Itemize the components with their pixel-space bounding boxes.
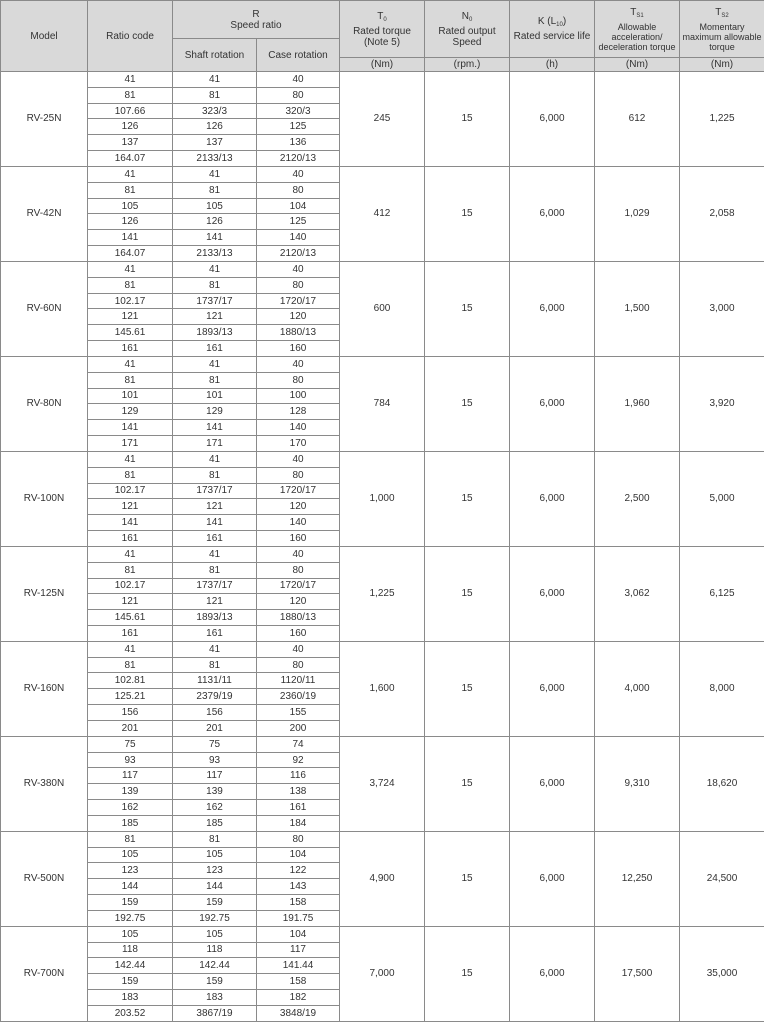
- case-rotation-cell: 104: [257, 926, 340, 942]
- table-row: [1, 736, 764, 752]
- case-rotation-cell: 100: [257, 388, 340, 404]
- case-rotation-cell: 160: [257, 531, 340, 547]
- case-rotation-cell: 3848/19: [257, 1005, 340, 1021]
- accel-torque-cell: 1,960: [595, 356, 680, 451]
- rated-speed-cell: 15: [425, 926, 510, 1021]
- ratio-code-cell: 201: [88, 720, 173, 736]
- table-row: [1, 166, 764, 182]
- ratio-code-cell: 41: [88, 546, 173, 562]
- shaft-rotation-cell: 201: [173, 720, 257, 736]
- shaft-rotation-cell: 161: [173, 625, 257, 641]
- ratio-code-cell: 81: [88, 372, 173, 388]
- table-header: [1, 1, 764, 72]
- header-momentary-max: [680, 1, 764, 58]
- momentary-torque-cell: 35,000: [680, 926, 764, 1021]
- rated-torque-cell: 600: [340, 261, 425, 356]
- case-rotation-cell: 104: [257, 198, 340, 214]
- model-name: RV-500N: [1, 831, 88, 926]
- ratio-code-cell: 129: [88, 404, 173, 420]
- ratio-code-cell: 81: [88, 562, 173, 578]
- ratio-code-cell: 75: [88, 736, 173, 752]
- case-rotation-cell: 40: [257, 72, 340, 88]
- service-life-cell: 6,000: [510, 451, 595, 546]
- momentary-torque-cell: 24,500: [680, 831, 764, 926]
- case-rotation-cell: 161: [257, 800, 340, 816]
- ratio-code-cell: 126: [88, 214, 173, 230]
- table-row: [1, 356, 764, 372]
- table-body: [1, 72, 764, 1022]
- momentary-torque-cell: 1,225: [680, 72, 764, 167]
- shaft-rotation-cell: 141: [173, 515, 257, 531]
- unit-accel: (Nm): [595, 58, 680, 72]
- shaft-rotation-cell: 156: [173, 705, 257, 721]
- case-rotation-cell: 200: [257, 720, 340, 736]
- table-row: [1, 641, 764, 657]
- ratio-code-cell: 161: [88, 341, 173, 357]
- shaft-rotation-cell: 192.75: [173, 910, 257, 926]
- rated-speed-cell: 15: [425, 736, 510, 831]
- model-name: RV-25N: [1, 72, 88, 167]
- ratio-code-cell: 121: [88, 309, 173, 325]
- ratio-code-cell: 121: [88, 499, 173, 515]
- rated-torque-cell: 3,724: [340, 736, 425, 831]
- ratio-code-cell: 125.21: [88, 689, 173, 705]
- case-rotation-cell: 40: [257, 451, 340, 467]
- ratio-code-cell: 141: [88, 230, 173, 246]
- case-rotation-cell: 1720/17: [257, 578, 340, 594]
- ratio-code-cell: 123: [88, 863, 173, 879]
- shaft-rotation-cell: 126: [173, 214, 257, 230]
- case-rotation-cell: 125: [257, 214, 340, 230]
- case-rotation-cell: 120: [257, 309, 340, 325]
- case-rotation-cell: 1880/13: [257, 610, 340, 626]
- shaft-rotation-cell: 41: [173, 451, 257, 467]
- case-rotation-cell: 158: [257, 974, 340, 990]
- momentary-torque-cell: 8,000: [680, 641, 764, 736]
- rated-torque-cell: 245: [340, 72, 425, 167]
- case-rotation-cell: 136: [257, 135, 340, 151]
- header-speed-ratio-label: Speed ratio: [230, 19, 282, 31]
- shaft-rotation-cell: 81: [173, 277, 257, 293]
- rated-torque-cell: 412: [340, 166, 425, 261]
- case-rotation-cell: 160: [257, 341, 340, 357]
- header-rated-service-life: [510, 1, 595, 58]
- header-shaft-rotation: Shaft rotation: [173, 39, 257, 72]
- header-allowable-accel: [595, 1, 680, 58]
- ratio-code-cell: 102.17: [88, 293, 173, 309]
- ratio-code-cell: 81: [88, 182, 173, 198]
- momentary-torque-cell: 3,920: [680, 356, 764, 451]
- ratio-code-cell: 159: [88, 895, 173, 911]
- case-rotation-cell: 80: [257, 87, 340, 103]
- accel-torque-cell: 17,500: [595, 926, 680, 1021]
- shaft-rotation-cell: 185: [173, 815, 257, 831]
- case-rotation-cell: 320/3: [257, 103, 340, 119]
- shaft-rotation-cell: 81: [173, 182, 257, 198]
- momentary-torque-cell: 18,620: [680, 736, 764, 831]
- shaft-rotation-cell: 81: [173, 372, 257, 388]
- ratio-code-cell: 118: [88, 942, 173, 958]
- ratio-code-cell: 41: [88, 166, 173, 182]
- table-row: [1, 546, 764, 562]
- header-no-symbol: $N_0$: [461, 10, 473, 23]
- ratio-code-cell: 137: [88, 135, 173, 151]
- service-life-cell: 6,000: [510, 261, 595, 356]
- shaft-rotation-cell: 41: [173, 356, 257, 372]
- ratio-code-cell: 81: [88, 87, 173, 103]
- case-rotation-cell: 80: [257, 657, 340, 673]
- ratio-code-cell: 141: [88, 420, 173, 436]
- shaft-rotation-cell: 1737/17: [173, 293, 257, 309]
- shaft-rotation-cell: 105: [173, 198, 257, 214]
- table-row: [1, 261, 764, 277]
- case-rotation-cell: 1120/11: [257, 673, 340, 689]
- ratio-code-cell: 139: [88, 784, 173, 800]
- shaft-rotation-cell: 121: [173, 499, 257, 515]
- case-rotation-cell: 1880/13: [257, 325, 340, 341]
- ratio-code-cell: 144: [88, 879, 173, 895]
- ratio-code-cell: 105: [88, 926, 173, 942]
- shaft-rotation-cell: 2133/13: [173, 151, 257, 167]
- header-allowable-accel-label: Allowable acceleration/ deceleration torque: [598, 21, 676, 52]
- case-rotation-cell: 80: [257, 277, 340, 293]
- unit-momentary: (Nm): [680, 58, 764, 72]
- ratio-code-cell: 192.75: [88, 910, 173, 926]
- case-rotation-cell: 2360/19: [257, 689, 340, 705]
- rated-speed-cell: 15: [425, 641, 510, 736]
- table-row: [1, 72, 764, 88]
- rated-speed-cell: 15: [425, 451, 510, 546]
- header-speed-ratio: [173, 1, 340, 39]
- rated-torque-cell: 1,225: [340, 546, 425, 641]
- shaft-rotation-cell: 105: [173, 926, 257, 942]
- shaft-rotation-cell: 159: [173, 974, 257, 990]
- shaft-rotation-cell: 41: [173, 261, 257, 277]
- ratio-code-cell: 101: [88, 388, 173, 404]
- shaft-rotation-cell: 142.44: [173, 958, 257, 974]
- ratio-code-cell: 41: [88, 356, 173, 372]
- case-rotation-cell: 40: [257, 641, 340, 657]
- header-rated-output-speed: [425, 1, 510, 58]
- rated-torque-cell: 1,600: [340, 641, 425, 736]
- shaft-rotation-cell: 162: [173, 800, 257, 816]
- shaft-rotation-cell: 141: [173, 420, 257, 436]
- service-life-cell: 6,000: [510, 736, 595, 831]
- shaft-rotation-cell: 129: [173, 404, 257, 420]
- case-rotation-cell: 40: [257, 261, 340, 277]
- shaft-rotation-cell: 1131/11: [173, 673, 257, 689]
- rated-speed-cell: 15: [425, 72, 510, 167]
- ratio-code-cell: 102.17: [88, 483, 173, 499]
- case-rotation-cell: 1720/17: [257, 293, 340, 309]
- ratio-code-cell: 142.44: [88, 958, 173, 974]
- ratio-code-cell: 93: [88, 752, 173, 768]
- shaft-rotation-cell: 121: [173, 309, 257, 325]
- case-rotation-cell: 117: [257, 942, 340, 958]
- momentary-torque-cell: 5,000: [680, 451, 764, 546]
- case-rotation-cell: 191.75: [257, 910, 340, 926]
- rated-speed-cell: 15: [425, 546, 510, 641]
- accel-torque-cell: 3,062: [595, 546, 680, 641]
- shaft-rotation-cell: 81: [173, 657, 257, 673]
- model-name: RV-160N: [1, 641, 88, 736]
- ratio-code-cell: 203.52: [88, 1005, 173, 1021]
- shaft-rotation-cell: 171: [173, 436, 257, 452]
- shaft-rotation-cell: 141: [173, 230, 257, 246]
- case-rotation-cell: 128: [257, 404, 340, 420]
- shaft-rotation-cell: 1737/17: [173, 578, 257, 594]
- rated-speed-cell: 15: [425, 831, 510, 926]
- case-rotation-cell: 184: [257, 815, 340, 831]
- header-rated-torque: [340, 1, 425, 58]
- case-rotation-cell: 143: [257, 879, 340, 895]
- shaft-rotation-cell: 41: [173, 166, 257, 182]
- shaft-rotation-cell: 81: [173, 87, 257, 103]
- header-model: Model: [1, 1, 88, 72]
- header-ts2-symbol: $T_{S2}$: [715, 6, 729, 19]
- shaft-rotation-cell: 81: [173, 562, 257, 578]
- shaft-rotation-cell: 2379/19: [173, 689, 257, 705]
- unit-life: (h): [510, 58, 595, 72]
- model-name: RV-60N: [1, 261, 88, 356]
- header-ts1-symbol: $T_{S1}$: [630, 6, 644, 19]
- ratio-code-cell: 161: [88, 625, 173, 641]
- rated-speed-cell: 15: [425, 261, 510, 356]
- case-rotation-cell: 138: [257, 784, 340, 800]
- case-rotation-cell: 140: [257, 515, 340, 531]
- accel-torque-cell: 12,250: [595, 831, 680, 926]
- rated-torque-cell: 7,000: [340, 926, 425, 1021]
- case-rotation-cell: 141.44: [257, 958, 340, 974]
- case-rotation-cell: 80: [257, 562, 340, 578]
- table-row: [1, 451, 764, 467]
- model-name: RV-100N: [1, 451, 88, 546]
- header-to-symbol: $T_0$: [377, 10, 387, 23]
- service-life-cell: 6,000: [510, 926, 595, 1021]
- table-row: [1, 926, 764, 942]
- case-rotation-cell: 116: [257, 768, 340, 784]
- shaft-rotation-cell: 121: [173, 594, 257, 610]
- ratio-code-cell: 102.17: [88, 578, 173, 594]
- ratio-code-cell: 145.61: [88, 610, 173, 626]
- shaft-rotation-cell: 323/3: [173, 103, 257, 119]
- service-life-cell: 6,000: [510, 356, 595, 451]
- model-name: RV-125N: [1, 546, 88, 641]
- shaft-rotation-cell: 41: [173, 641, 257, 657]
- service-life-cell: 6,000: [510, 546, 595, 641]
- ratio-code-cell: 183: [88, 990, 173, 1006]
- service-life-cell: 6,000: [510, 831, 595, 926]
- case-rotation-cell: 160: [257, 625, 340, 641]
- ratio-code-cell: 41: [88, 261, 173, 277]
- header-case-rotation: Case rotation: [257, 39, 340, 72]
- header-momentary-max-label: Momentary maximum allowable torque: [682, 21, 762, 52]
- shaft-rotation-cell: 159: [173, 895, 257, 911]
- case-rotation-cell: 140: [257, 230, 340, 246]
- shaft-rotation-cell: 161: [173, 531, 257, 547]
- ratio-code-cell: 81: [88, 657, 173, 673]
- accel-torque-cell: 2,500: [595, 451, 680, 546]
- table-row: [1, 831, 764, 847]
- ratio-code-cell: 159: [88, 974, 173, 990]
- shaft-rotation-cell: 93: [173, 752, 257, 768]
- ratio-code-cell: 141: [88, 515, 173, 531]
- shaft-rotation-cell: 123: [173, 863, 257, 879]
- ratio-code-cell: 126: [88, 119, 173, 135]
- case-rotation-cell: 1720/17: [257, 483, 340, 499]
- shaft-rotation-cell: 161: [173, 341, 257, 357]
- ratio-code-cell: 107.66: [88, 103, 173, 119]
- case-rotation-cell: 104: [257, 847, 340, 863]
- ratio-code-cell: 164.07: [88, 246, 173, 262]
- case-rotation-cell: 120: [257, 499, 340, 515]
- ratio-code-cell: 171: [88, 436, 173, 452]
- ratio-code-cell: 162: [88, 800, 173, 816]
- shaft-rotation-cell: 126: [173, 119, 257, 135]
- shaft-rotation-cell: 81: [173, 831, 257, 847]
- case-rotation-cell: 80: [257, 831, 340, 847]
- case-rotation-cell: 80: [257, 372, 340, 388]
- model-name: RV-700N: [1, 926, 88, 1021]
- rated-torque-cell: 4,900: [340, 831, 425, 926]
- ratio-code-cell: 81: [88, 831, 173, 847]
- case-rotation-cell: 2120/13: [257, 246, 340, 262]
- ratio-code-cell: 164.07: [88, 151, 173, 167]
- rated-speed-cell: 15: [425, 356, 510, 451]
- case-rotation-cell: 170: [257, 436, 340, 452]
- shaft-rotation-cell: 41: [173, 546, 257, 562]
- shaft-rotation-cell: 139: [173, 784, 257, 800]
- shaft-rotation-cell: 1893/13: [173, 610, 257, 626]
- unit-speed: (rpm.): [425, 58, 510, 72]
- shaft-rotation-cell: 81: [173, 467, 257, 483]
- shaft-rotation-cell: 41: [173, 72, 257, 88]
- service-life-cell: 6,000: [510, 641, 595, 736]
- case-rotation-cell: 120: [257, 594, 340, 610]
- ratio-code-cell: 105: [88, 847, 173, 863]
- service-life-cell: 6,000: [510, 72, 595, 167]
- ratio-code-cell: 81: [88, 277, 173, 293]
- case-rotation-cell: 125: [257, 119, 340, 135]
- case-rotation-cell: 155: [257, 705, 340, 721]
- model-name: RV-80N: [1, 356, 88, 451]
- model-name: RV-42N: [1, 166, 88, 261]
- shaft-rotation-cell: 105: [173, 847, 257, 863]
- ratio-code-cell: 121: [88, 594, 173, 610]
- momentary-torque-cell: 2,058: [680, 166, 764, 261]
- model-name: RV-380N: [1, 736, 88, 831]
- header-k-symbol: K $(L_{10})$: [537, 16, 567, 28]
- case-rotation-cell: 182: [257, 990, 340, 1006]
- ratio-code-cell: 117: [88, 768, 173, 784]
- shaft-rotation-cell: 118: [173, 942, 257, 958]
- ratio-code-cell: 81: [88, 467, 173, 483]
- shaft-rotation-cell: 117: [173, 768, 257, 784]
- shaft-rotation-cell: 183: [173, 990, 257, 1006]
- accel-torque-cell: 1,029: [595, 166, 680, 261]
- case-rotation-cell: 40: [257, 356, 340, 372]
- service-life-cell: 6,000: [510, 166, 595, 261]
- case-rotation-cell: 80: [257, 467, 340, 483]
- accel-torque-cell: 1,500: [595, 261, 680, 356]
- accel-torque-cell: 4,000: [595, 641, 680, 736]
- shaft-rotation-cell: 1893/13: [173, 325, 257, 341]
- ratio-code-cell: 185: [88, 815, 173, 831]
- ratio-code-cell: 41: [88, 451, 173, 467]
- case-rotation-cell: 74: [257, 736, 340, 752]
- shaft-rotation-cell: 2133/13: [173, 246, 257, 262]
- header-rated-output-speed-label: Rated output Speed: [438, 25, 496, 48]
- ratio-code-cell: 145.61: [88, 325, 173, 341]
- ratio-code-cell: 161: [88, 531, 173, 547]
- ratio-code-cell: 41: [88, 72, 173, 88]
- accel-torque-cell: 612: [595, 72, 680, 167]
- case-rotation-cell: 158: [257, 895, 340, 911]
- header-r-symbol: R: [252, 8, 260, 20]
- case-rotation-cell: 140: [257, 420, 340, 436]
- rated-torque-cell: 784: [340, 356, 425, 451]
- unit-torque: (Nm): [340, 58, 425, 72]
- case-rotation-cell: 122: [257, 863, 340, 879]
- ratio-code-cell: 41: [88, 641, 173, 657]
- shaft-rotation-cell: 144: [173, 879, 257, 895]
- shaft-rotation-cell: 1737/17: [173, 483, 257, 499]
- momentary-torque-cell: 3,000: [680, 261, 764, 356]
- rated-speed-cell: 15: [425, 166, 510, 261]
- case-rotation-cell: 40: [257, 546, 340, 562]
- case-rotation-cell: 80: [257, 182, 340, 198]
- shaft-rotation-cell: 75: [173, 736, 257, 752]
- rated-torque-cell: 1,000: [340, 451, 425, 546]
- ratio-code-cell: 156: [88, 705, 173, 721]
- accel-torque-cell: 9,310: [595, 736, 680, 831]
- header-rated-service-life-label: Rated service life: [513, 31, 591, 42]
- case-rotation-cell: 2120/13: [257, 151, 340, 167]
- case-rotation-cell: 92: [257, 752, 340, 768]
- ratio-code-cell: 102.81: [88, 673, 173, 689]
- case-rotation-cell: 40: [257, 166, 340, 182]
- shaft-rotation-cell: 137: [173, 135, 257, 151]
- shaft-rotation-cell: 101: [173, 388, 257, 404]
- header-rated-torque-label: Rated torque (Note 5): [353, 25, 411, 48]
- header-ratio-code: Ratio code: [88, 1, 173, 72]
- ratio-code-cell: 105: [88, 198, 173, 214]
- momentary-torque-cell: 6,125: [680, 546, 764, 641]
- shaft-rotation-cell: 3867/19: [173, 1005, 257, 1021]
